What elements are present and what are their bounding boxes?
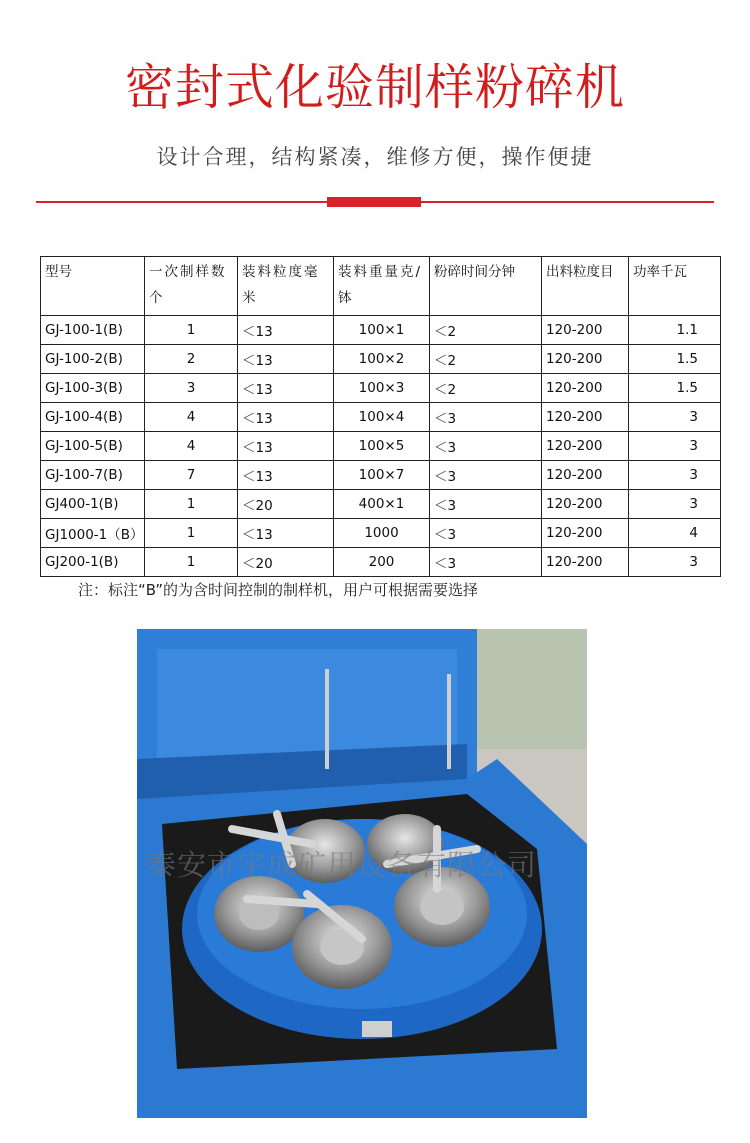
cell-power: 3 bbox=[629, 432, 721, 461]
cell-model: GJ-100-7(B) bbox=[41, 461, 145, 490]
cell-feed-size: ＜13 bbox=[238, 316, 334, 345]
cell-feed-size: ＜13 bbox=[238, 374, 334, 403]
cell-power: 3 bbox=[629, 490, 721, 519]
table-row bbox=[41, 374, 721, 403]
watermark-text: 泰安市宇成矿用设备有限公司 bbox=[147, 848, 538, 882]
machine-photo bbox=[137, 629, 587, 1118]
cell-model: GJ-100-4(B) bbox=[41, 403, 145, 432]
cell-grind-time: ＜3 bbox=[430, 548, 542, 577]
cell-samples: 1 bbox=[145, 519, 238, 548]
header-feed-weight: 装料重量克/钵 bbox=[334, 257, 430, 316]
cell-samples: 4 bbox=[145, 403, 238, 432]
cell-samples: 3 bbox=[145, 374, 238, 403]
table-row bbox=[41, 461, 721, 490]
cell-grind-time: ＜3 bbox=[430, 432, 542, 461]
divider-accent bbox=[327, 197, 421, 207]
cell-feed-size: ＜13 bbox=[238, 519, 334, 548]
header-power: 功率千瓦 bbox=[629, 257, 721, 316]
cell-output-size: 120-200 bbox=[542, 374, 629, 403]
table-header-row bbox=[41, 257, 721, 316]
cell-power: 3 bbox=[629, 403, 721, 432]
cell-samples: 1 bbox=[145, 490, 238, 519]
cell-output-size: 120-200 bbox=[542, 519, 629, 548]
table-row bbox=[41, 519, 721, 548]
cell-samples: 1 bbox=[145, 548, 238, 577]
table-row bbox=[41, 403, 721, 432]
cell-power: 3 bbox=[629, 548, 721, 577]
table-row bbox=[41, 548, 721, 577]
cell-output-size: 120-200 bbox=[542, 432, 629, 461]
cell-output-size: 120-200 bbox=[542, 316, 629, 345]
cell-model: GJ200-1(B) bbox=[41, 548, 145, 577]
cell-power: 1.5 bbox=[629, 345, 721, 374]
page-title: 密封式化验制样粉碎机 bbox=[124, 59, 625, 116]
table-body bbox=[41, 316, 721, 577]
cell-model: GJ-100-1(B) bbox=[41, 316, 145, 345]
cell-grind-time: ＜2 bbox=[430, 345, 542, 374]
cell-samples: 4 bbox=[145, 432, 238, 461]
cell-feed-weight: 100×2 bbox=[334, 345, 430, 374]
cell-feed-size: ＜13 bbox=[238, 432, 334, 461]
cell-grind-time: ＜2 bbox=[430, 374, 542, 403]
cell-samples: 2 bbox=[145, 345, 238, 374]
cell-model: GJ-100-3(B) bbox=[41, 374, 145, 403]
header-samples: 一次制样数个 bbox=[145, 257, 238, 316]
cell-feed-weight: 100×4 bbox=[334, 403, 430, 432]
cell-grind-time: ＜3 bbox=[430, 403, 542, 432]
cell-output-size: 120-200 bbox=[542, 490, 629, 519]
spec-table bbox=[40, 256, 721, 577]
cell-feed-weight: 200 bbox=[334, 548, 430, 577]
cell-feed-size: ＜20 bbox=[238, 548, 334, 577]
cell-feed-size: ＜13 bbox=[238, 345, 334, 374]
cell-output-size: 120-200 bbox=[542, 461, 629, 490]
cell-model: GJ-100-2(B) bbox=[41, 345, 145, 374]
cell-feed-weight: 100×1 bbox=[334, 316, 430, 345]
header-model: 型号 bbox=[41, 257, 145, 316]
header-feed-size: 装料粒度毫米 bbox=[238, 257, 334, 316]
cell-feed-size: ＜20 bbox=[238, 490, 334, 519]
cell-grind-time: ＜3 bbox=[430, 519, 542, 548]
table-note: 注：标注“B”的为含时间控制的制样机，用户可根据需要选择 bbox=[78, 581, 479, 599]
table-row bbox=[41, 432, 721, 461]
header-grind-time: 粉碎时间分钟 bbox=[430, 257, 542, 316]
cell-feed-weight: 100×5 bbox=[334, 432, 430, 461]
cell-output-size: 120-200 bbox=[542, 403, 629, 432]
table-row bbox=[41, 490, 721, 519]
cell-feed-weight: 100×7 bbox=[334, 461, 430, 490]
cell-feed-size: ＜13 bbox=[238, 403, 334, 432]
cell-feed-weight: 1000 bbox=[334, 519, 430, 548]
cell-grind-time: ＜3 bbox=[430, 461, 542, 490]
cell-output-size: 120-200 bbox=[542, 548, 629, 577]
cell-grind-time: ＜3 bbox=[430, 490, 542, 519]
cell-power: 4 bbox=[629, 519, 721, 548]
header-output-size: 出料粒度目 bbox=[542, 257, 629, 316]
cell-feed-size: ＜13 bbox=[238, 461, 334, 490]
table-row bbox=[41, 345, 721, 374]
cell-model: GJ-100-5(B) bbox=[41, 432, 145, 461]
cell-power: 1.5 bbox=[629, 374, 721, 403]
cell-power: 1.1 bbox=[629, 316, 721, 345]
cell-feed-weight: 400×1 bbox=[334, 490, 430, 519]
cell-model: GJ1000-1（B） bbox=[41, 519, 145, 548]
cell-model: GJ400-1(B) bbox=[41, 490, 145, 519]
cell-output-size: 120-200 bbox=[542, 345, 629, 374]
cell-power: 3 bbox=[629, 461, 721, 490]
page-subtitle: 设计合理，结构紧凑，维修方便，操作便捷 bbox=[156, 145, 594, 169]
cell-samples: 7 bbox=[145, 461, 238, 490]
cell-grind-time: ＜2 bbox=[430, 316, 542, 345]
cell-samples: 1 bbox=[145, 316, 238, 345]
table-row bbox=[41, 316, 721, 345]
cell-feed-weight: 100×3 bbox=[334, 374, 430, 403]
